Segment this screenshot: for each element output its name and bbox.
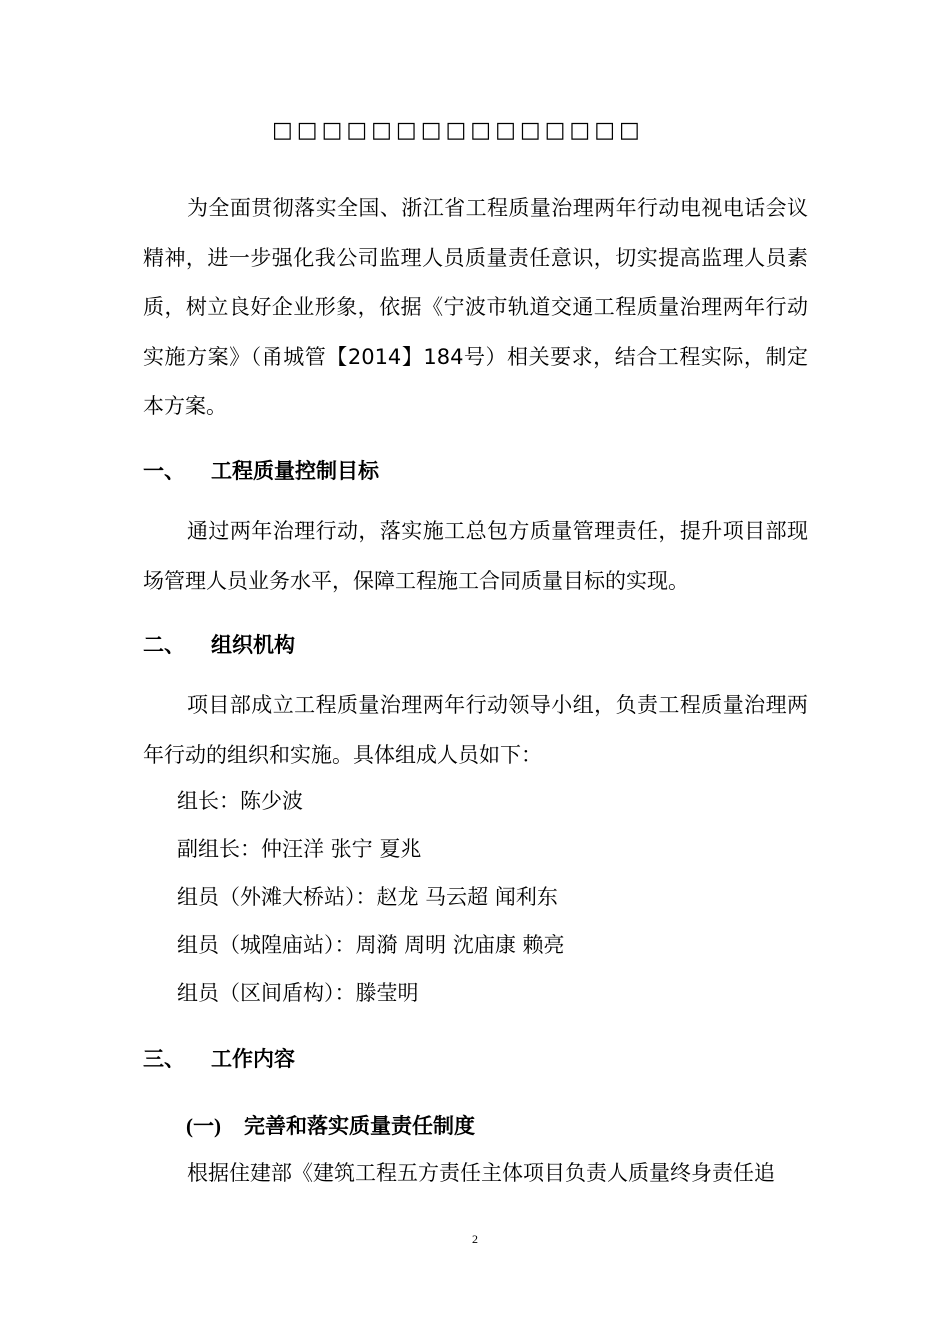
section-2-paragraph: 项目部成立工程质量治理两年行动领导小组，负责工程质量治理两年行动的组织和实施。具体组成人员如下： [143,693,808,767]
section-title: 工程质量控制目标 [211,459,379,483]
intro-paragraph: 为全面贯彻落实全国、浙江省工程质量治理两年行动电视电话会议精神，进一步强化我公司监理人员质量责任意识，切实提高监理人员素质，树立良好企业形象，依据《宁波市轨道交通工程质量治理两年行动实施方案》（甬城管【2014】184号）相关要求，结合工程实际，制定本方案。 [143,196,808,418]
section-title: 组织机构 [211,633,295,657]
subsection-heading-1 [186,1110,475,1140]
section-heading-3 [143,1043,295,1073]
subsection-title: 完善和落实质量责任制度 [244,1114,475,1138]
member-line: 副组长：仲汪洋 张宁 夏兆 [177,837,422,861]
section-1-paragraph: 通过两年治理行动，落实施工总包方质量管理责任，提升项目部现场管理人员业务水平，保障工程施工合同质量目标的实现。 [143,519,808,593]
member-line: 组员（城隍庙站）：周漪 周明 沈庙康 赖亮 [177,933,565,957]
subsection-number: (一) [186,1114,221,1138]
section-number: 一、 [143,459,185,483]
member-line: 组员（区间盾构）：滕莹明 [177,981,419,1005]
section-number: 三、 [143,1047,185,1071]
section-title: 工作内容 [211,1047,295,1071]
member-line: 组长：陈少波 [177,789,303,813]
section-number: 二、 [143,633,185,657]
section-3-paragraph-start: 根据住建部《建筑工程五方责任主体项目负责人质量终身责任追 [187,1161,775,1185]
page-number: 2 [472,1232,478,1246]
document-title: □□□□□□□□□□□□□□□ [272,118,644,143]
member-line: 组员（外滩大桥站）：赵龙 马云超 闻利东 [177,885,558,909]
section-heading-1 [143,455,379,485]
section-heading-2 [143,629,295,659]
